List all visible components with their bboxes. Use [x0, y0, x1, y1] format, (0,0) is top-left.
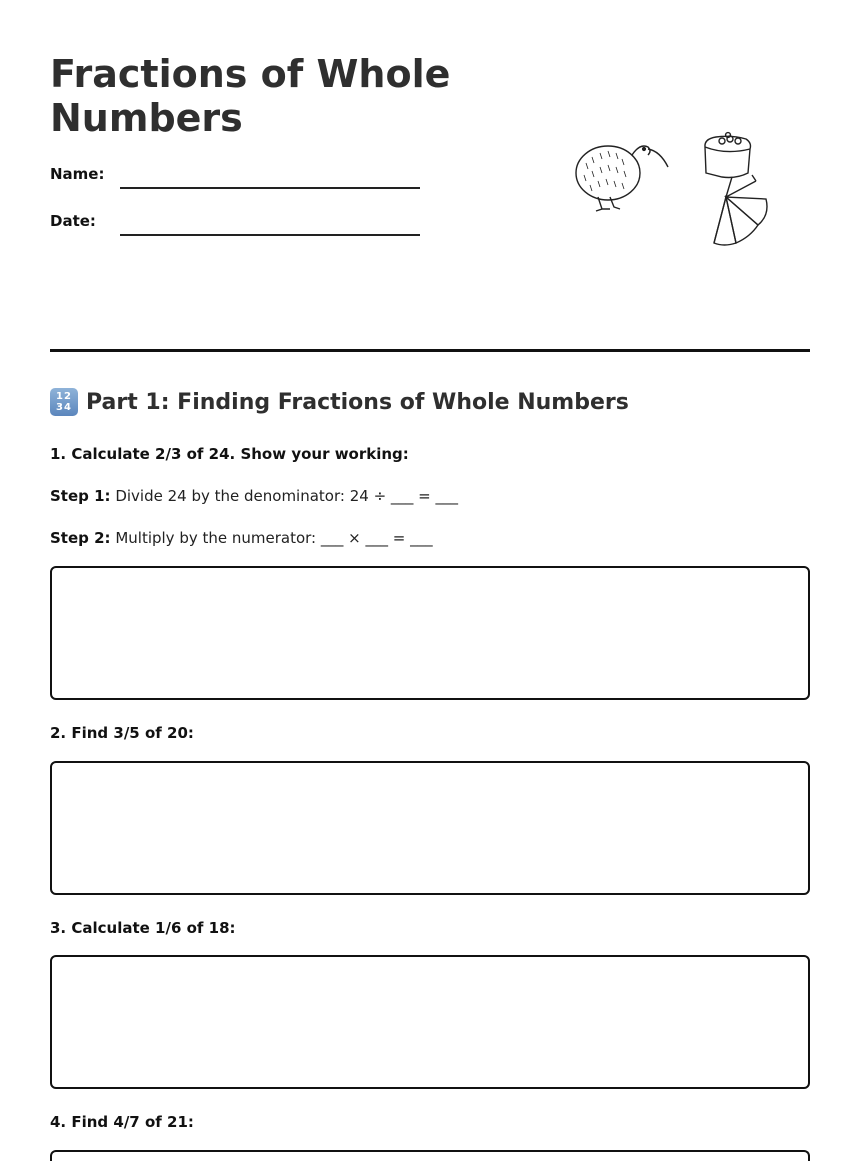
kiwi-bird-icon	[576, 146, 668, 211]
step-2-label: Step 2:	[50, 529, 111, 547]
question-1-step-2	[50, 529, 433, 547]
date-line[interactable]	[120, 234, 420, 236]
answer-box-1[interactable]	[50, 566, 810, 700]
name-line[interactable]	[120, 187, 420, 189]
answer-box-2[interactable]	[50, 761, 810, 895]
step-1-label: Step 1:	[50, 487, 111, 505]
answer-box-3[interactable]	[50, 955, 810, 1089]
illustration-drawing	[560, 125, 780, 255]
illustration	[560, 125, 780, 255]
answer-box-4[interactable]	[50, 1150, 810, 1161]
question-1: 1. Calculate 2/3 of 24. Show your working:	[50, 445, 409, 463]
question-1-step-1	[50, 487, 458, 505]
step-2-text: Multiply by the numerator: ___ × ___ = ___	[115, 529, 433, 547]
question-4: 4. Find 4/7 of 21:	[50, 1113, 194, 1131]
worksheet-title: Fractions of Whole Numbers	[50, 52, 451, 140]
question-2: 2. Find 3/5 of 20:	[50, 724, 194, 742]
section-heading	[50, 388, 629, 416]
date-label: Date:	[50, 212, 96, 230]
section-divider	[50, 349, 810, 352]
question-3: 3. Calculate 1/6 of 18:	[50, 919, 236, 937]
cake-slices-icon	[705, 133, 767, 245]
step-1-text: Divide 24 by the denominator: 24 ÷ ___ = ___	[115, 487, 459, 505]
section-heading-text: Part 1: Finding Fractions of Whole Numbers	[86, 389, 629, 415]
name-label: Name:	[50, 165, 105, 183]
input-numbers-icon: 12 34	[50, 388, 78, 416]
